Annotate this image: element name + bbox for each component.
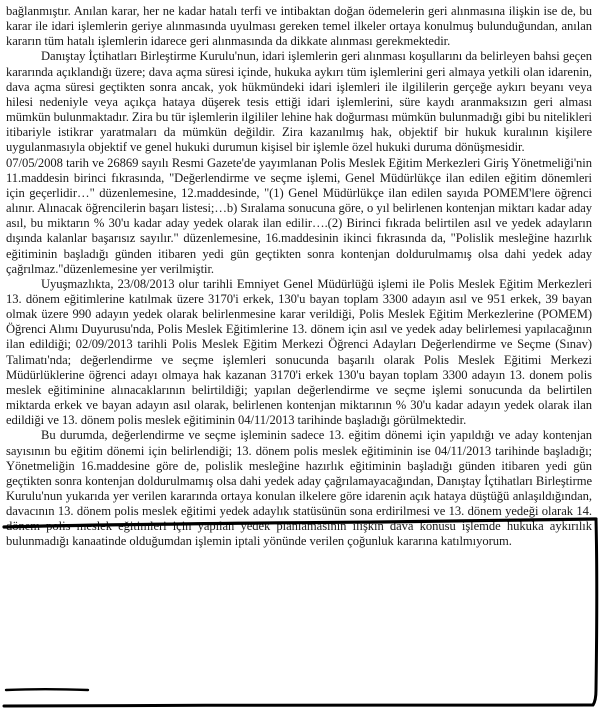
marker-bottom-line: [4, 705, 592, 706]
marker-right-line: [593, 519, 597, 705]
paragraph-5-highlighted: Bu durumda, değerlendirme ve seçme işleminin sadece 13. eğitim dönemi için yapıldığı ve aday kontenjan sayısının bu eğitim dönemi için belirlendiği; 13. dönem polis meslek eğitiminin ise 04/11/2013 tarihinde başladığı; Yönetmeliğin 16.maddesine göre de, polislik mesleğine hazırlık eğitiminin başladığı günden itibaren yedi gün geçtikten sonra kontenjan doldurulmamış olsa dahi yedek aday çağrılamayacağından, Danıştay İçtihatları Birleştirme Kurulu'nun yukarıda yer verilen kararında ortaya konulan ilkelere göre idarenin açık hataya düştüğü anlaşıldığından, davacının 13. dönem polis meslek eğitimi yedek adaylık statüsünün sona erdirilmesi ve 13. dönem yedeği olarak 14. dönem polis meslek eğitimleri için yapılan yedek planlamasının ilişkin dava konusu işlemde hukuka aykırılık bulunmadığı kanaatinde olduğumdan işlemin iptali yönünde verilen çoğunluk kararına katılmıyorum.: [6, 428, 592, 549]
paragraph-1: bağlanmıştır. Anılan karar, her ne kadar hatalı terfi ve intibaktan doğan ödemelerin geri alınmasına ilişkin ise de, bu karar ile idari işlemlerin geriye alınmasında uyulması gereken temel ilkeler ortaya konulmuş bulunduğundan, anılan kararın tüm hatalı işlemlerin idarece geri alınmasında da dikkate alınması gerekmektedir.: [6, 4, 592, 49]
marker-last-word-underline: [6, 689, 88, 690]
document-page: [6, 4, 592, 550]
paragraph-3: 07/05/2008 tarih ve 26869 sayılı Resmi Gazete'de yayımlanan Polis Meslek Eğitim Merkezleri Giriş Yönetmeliği'nin 11.maddesin birinci fıkrasında, "Değerlendirme ve seçme işlemi, Genel Müdürlükçe ilan edilen eğitim dönemleri için geçerlidir…" düzenlemesine, 12.maddesinde, "(1) Genel Müdürlükçe ilan edilen sayıda POMEM'lere öğrenci alınır. Alınacak öğrencilerin başarı listesi;…b) Sıralama sonucuna göre, o yıl belirlenen kontenjan miktarı kadar aday asıl, bu miktarın % 30'u kadar aday yedek olarak ilan edilir….(2) Birinci fıkrada belirtilen asıl ve yedek adayların dışında kalanlar başarısız sayılır." düzenlemesine, 16.maddesinin ikinci fıkrasında da, "Polislik mesleğine hazırlık eğitiminin başladığı günden itibaren yedi gün geçtikten sonra kontenjan doldurulmamış olsa dahi yedek aday çağrılmaz."düzenlemesine yer verilmiştir.: [6, 155, 592, 276]
paragraph-2: Danıştay İçtihatları Birleştirme Kurulu'nun, idari işlemlerin geri alınması koşullarını da belirleyen bahsi geçen kararında açıklandığı üzere; dava açma süresi içinde, hukuka aykırı tüm işlemlerini geri almaya yetkili olan idarenin, dava açma süresi geçtikten sonra ancak, yok hükmündeki idari işlemleri ile ilgililerin gerçeğe aykırı beyanı veya hilesi nedeniyle veya açıkça hataya düşerek tesis ettiği idari işlemlerini, süre kaydı aranmaksızın geri alması mümkün bulunmaktadır. Zira bu tür işlemlerin ilgililer lehine hak doğurması mümkün bulunmadığı gibi bu nitelikleri itibariyle istikrar yaratmaları da mümkün değildir. Zira kazanılmış hak, objektif bir hukuk kuralının kişilere uygulanmasıyla objektif ve genel hukuki durumun kişisel bir işlemle özel hukuki duruma dönüşmesidir.: [6, 49, 592, 155]
paragraph-4: Uyuşmazlıkta, 23/08/2013 olur tarihli Emniyet Genel Müdürlüğü işlemi ile Polis Meslek Eğitim Merkezleri 13. dönem eğitimlerine katılmak üzere 3170'i erkek, 130'u bayan toplam 3300 adayın asıl ve 951 erkek, 39 bayan olmak üzere 990 adayın yedek olarak belirlenmesine karar verildiği, Polis Meslek Eğitim Merkezlerine (POMEM) Öğrenci Alımı Duyurusu'nda, Polis Meslek Eğitimlerine 13. dönem için asıl ve yedek aday belirlemesi yapılacağının ilan edildiği; 02/09/2013 tarihli Polis Meslek Eğitim Merkezi Öğrenci Adayları Değerlendirme ve Seçme (Sınav) Talimatı'nda; değerlendirme ve seçme işlemleri sonucunda başarılı olarak Polis Meslek Eğitimi Merkezi Müdürlüklerine öğrenci adayı olmaya hak kazanan 3170'i erkek 130'u bayan toplam 3300 adayın 13. donem polis meslek eğitiminine alınacaklarının belirtildiği; yapılan değerlendirme ve seçme işlemi sonucunda da belirtilen miktarda erkek ve bayan adayın asıl olarak, belirlenen kontenjan miktarının % 30'u kadar adayın yedek olarak ilan edildiği ve 13. dönem polis meslek eğitiminin 04/11/2013 tarihinde başladığı görülmektedir.: [6, 276, 592, 428]
